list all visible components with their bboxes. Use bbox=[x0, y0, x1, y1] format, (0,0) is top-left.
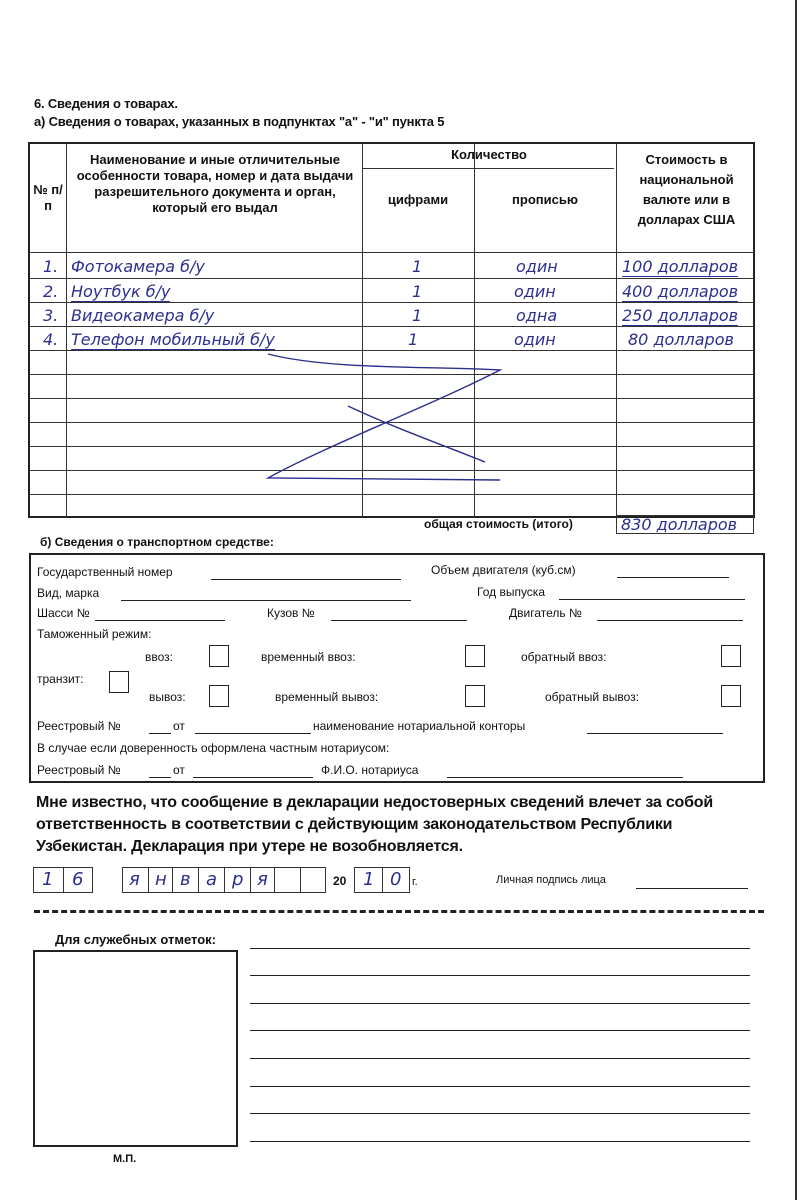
total-value: 830 долларов bbox=[621, 515, 738, 534]
header-cost: Стоимость в национальной валюте или в долларах США bbox=[637, 152, 736, 227]
row-4-words: один bbox=[514, 330, 556, 349]
header-quantity: Количество bbox=[451, 147, 527, 162]
customs-regime-label: Таможенный режим: bbox=[37, 627, 152, 641]
stamp-box bbox=[33, 950, 238, 1147]
notary-office-label: наименование нотариальной конторы bbox=[313, 719, 526, 733]
registry-label: Реестровый № bbox=[37, 719, 121, 733]
total-label: общая стоимость (итого) bbox=[424, 517, 573, 531]
engine-label: Двигатель № bbox=[509, 606, 582, 620]
date-cell bbox=[275, 868, 301, 892]
export-checkbox[interactable] bbox=[209, 685, 229, 707]
temp-import-label: временный ввоз: bbox=[261, 650, 356, 664]
reimport-label: обратный ввоз: bbox=[521, 650, 607, 664]
year-field[interactable] bbox=[559, 599, 745, 600]
row-3-digits: 1 bbox=[412, 306, 423, 325]
from-date-field-2[interactable] bbox=[193, 777, 313, 778]
month-char-3: в bbox=[180, 869, 191, 890]
year-label: Год выпуска bbox=[477, 585, 545, 599]
service-line[interactable] bbox=[250, 975, 750, 976]
reexport-label: обратный вывоз: bbox=[545, 690, 640, 704]
goods-table bbox=[28, 142, 755, 518]
row-1-cost: 100 долларов bbox=[622, 257, 739, 276]
page-edge bbox=[795, 0, 797, 1200]
row-4-cost: 80 долларов bbox=[628, 330, 734, 349]
engine-volume-field[interactable] bbox=[617, 577, 729, 578]
body-label: Кузов № bbox=[267, 606, 315, 620]
section-subtitle-a: а) Сведения о товарах, указанных в подпунктах "а" - "и" пункта 5 bbox=[34, 114, 445, 129]
service-notes-title: Для служебных отметок: bbox=[55, 932, 216, 947]
year-digit-1: 1 bbox=[363, 869, 375, 890]
month-char-6: я bbox=[257, 869, 268, 890]
row-2-cost: 400 долларов bbox=[622, 282, 739, 301]
service-line[interactable] bbox=[250, 1086, 750, 1087]
temp-import-checkbox[interactable] bbox=[465, 645, 485, 667]
row-4-name: Телефон мобильный б/у bbox=[71, 330, 275, 349]
service-line[interactable] bbox=[250, 1003, 750, 1004]
type-brand-label: Вид, марка bbox=[37, 586, 100, 600]
service-line[interactable] bbox=[250, 1113, 750, 1114]
import-checkbox[interactable] bbox=[209, 645, 229, 667]
service-line[interactable] bbox=[250, 1030, 750, 1031]
header-num: № п/п bbox=[33, 182, 63, 213]
row-2-num: 2. bbox=[43, 282, 59, 301]
transit-checkbox[interactable] bbox=[109, 671, 129, 693]
signature-field[interactable] bbox=[636, 888, 748, 889]
reimport-checkbox[interactable] bbox=[721, 645, 741, 667]
row-3-words: одна bbox=[516, 306, 558, 325]
liability-warning: Мне известно, что сообщение в декларации недостоверных сведений влечет за собой ответственность в соответствии с действующим законодательством Республики Узбекистан. Декларация при утере не возобновляется. bbox=[36, 794, 714, 855]
day-digit-2: 6 bbox=[72, 869, 84, 890]
chassis-label: Шасси № bbox=[37, 606, 90, 620]
vehicle-section-title: б) Сведения о транспортном средстве: bbox=[40, 535, 274, 549]
notary-office-field[interactable] bbox=[587, 733, 723, 734]
signature-label: Личная подпись лица bbox=[496, 874, 606, 886]
body-field[interactable] bbox=[331, 620, 467, 621]
service-line[interactable] bbox=[250, 1141, 750, 1142]
import-label: ввоз: bbox=[145, 650, 173, 664]
month-char-4: а bbox=[206, 869, 218, 890]
registry-field[interactable] bbox=[149, 733, 171, 734]
year-box[interactable] bbox=[354, 867, 410, 893]
stamp-label: М.П. bbox=[113, 1153, 137, 1165]
row-3-num: 3. bbox=[43, 306, 59, 325]
row-2-name: Ноутбук б/у bbox=[71, 282, 171, 301]
section-title: 6. Сведения о товарах. bbox=[34, 96, 178, 111]
row-1-digits: 1 bbox=[412, 257, 423, 276]
row-4-digits: 1 bbox=[408, 330, 419, 349]
month-char-2: н bbox=[155, 869, 167, 890]
chassis-field[interactable] bbox=[95, 620, 225, 621]
registry-field-2[interactable] bbox=[149, 777, 171, 778]
day-digit-1: 1 bbox=[42, 869, 54, 890]
cut-line bbox=[34, 910, 764, 913]
state-number-field[interactable] bbox=[211, 579, 401, 580]
notary-name-label: Ф.И.О. нотариуса bbox=[321, 763, 419, 777]
transit-label: транзит: bbox=[37, 672, 84, 686]
row-2-words: один bbox=[514, 282, 556, 301]
header-name: Наименование и иные отличительные особенности товара, номер и дата выдачи разрешительного документа и орган, который его выдал bbox=[76, 152, 354, 215]
vehicle-box bbox=[29, 553, 765, 783]
engine-volume-label: Объем двигателя (куб.см) bbox=[431, 563, 576, 577]
service-line[interactable] bbox=[250, 948, 750, 949]
row-1-name: Фотокамера б/у bbox=[71, 257, 205, 276]
day-box[interactable] bbox=[33, 867, 93, 893]
header-digits: цифрами bbox=[387, 192, 449, 207]
private-notary-label: В случае если доверенность оформлена частным нотариусом: bbox=[37, 741, 390, 755]
month-char-5: р bbox=[232, 869, 244, 890]
service-line[interactable] bbox=[250, 1058, 750, 1059]
type-brand-field[interactable] bbox=[121, 600, 411, 601]
state-number-label: Государственный номер bbox=[37, 565, 173, 579]
year-digit-2: 0 bbox=[390, 869, 402, 890]
temp-export-label: временный вывоз: bbox=[275, 690, 379, 704]
year-prefix: 20 bbox=[333, 874, 347, 888]
row-3-name: Видеокамера б/у bbox=[71, 306, 215, 325]
row-1-num: 1. bbox=[43, 257, 59, 276]
from-label: от bbox=[173, 719, 185, 733]
export-label: вывоз: bbox=[149, 690, 186, 704]
temp-export-checkbox[interactable] bbox=[465, 685, 485, 707]
month-char-1: я bbox=[129, 869, 140, 890]
year-suffix: г. bbox=[412, 876, 418, 888]
row-4-num: 4. bbox=[43, 330, 59, 349]
engine-field[interactable] bbox=[597, 620, 743, 621]
registry-label-2: Реестровый № bbox=[37, 763, 121, 777]
month-box[interactable] bbox=[122, 867, 326, 893]
from-date-field[interactable] bbox=[195, 733, 311, 734]
from-label-2: от bbox=[173, 763, 185, 777]
row-1-words: один bbox=[516, 257, 558, 276]
row-3-cost: 250 долларов bbox=[622, 306, 739, 325]
notary-name-field[interactable] bbox=[447, 777, 683, 778]
cross-out-scribble bbox=[30, 144, 757, 520]
header-words: прописью bbox=[512, 192, 578, 207]
row-2-digits: 1 bbox=[412, 282, 423, 301]
reexport-checkbox[interactable] bbox=[721, 685, 741, 707]
